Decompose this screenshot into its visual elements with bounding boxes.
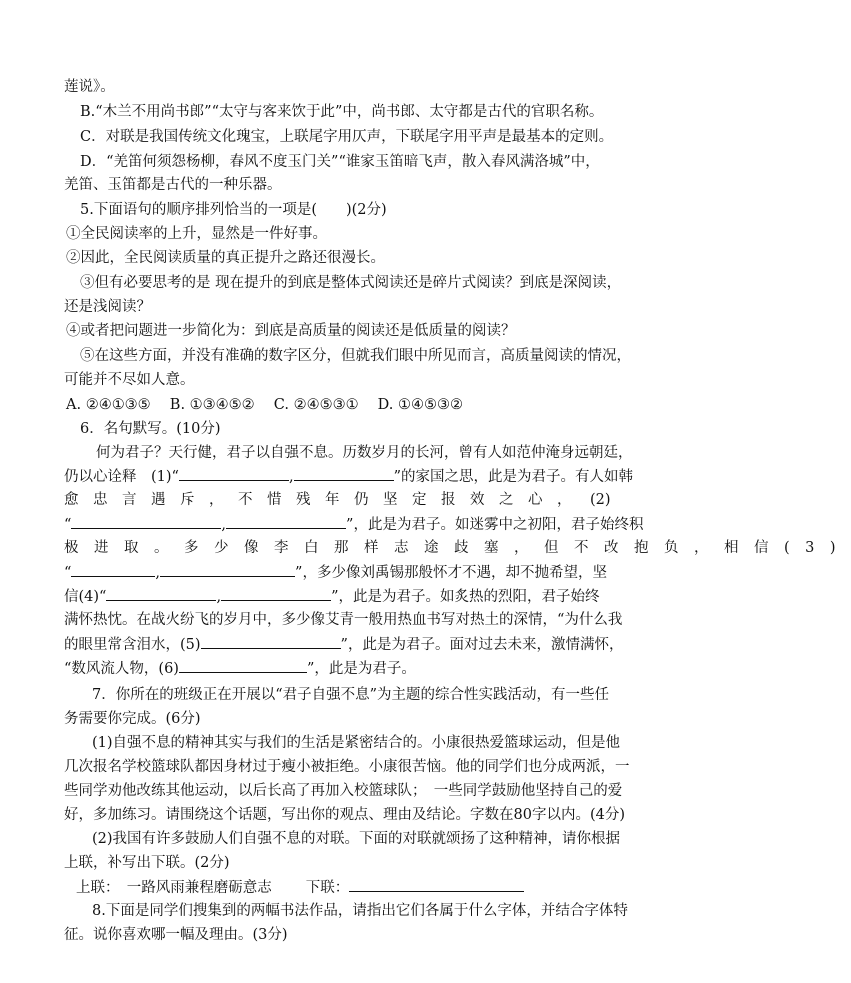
text-line: 莲说》。	[64, 79, 115, 95]
text-fragment: 的眼里常含泪水，(5)	[64, 637, 201, 653]
question-7-part-1: (1)自强不息的精神其实与我们的生活是紧密结合的。小康很热爱篮球运动，但是他	[92, 735, 621, 751]
text-line	[64, 658, 664, 679]
text-line	[64, 466, 664, 487]
text-line: 愈忠言遇斥，不惜残年仍坚定报效之心，	[64, 492, 586, 508]
text-line: 几次报名学校篮球队都因身材过于瘦小被拒绝。小康很苦恼。他的同学们也分成两派，一	[64, 759, 630, 775]
text-line: 上联，补写出下联。(2分)	[64, 855, 230, 871]
sentence-1: ①全民阅读率的上升，显然是一件好事。	[66, 226, 327, 242]
upper-couplet: 上联： 一路风雨兼程磨砺意志	[76, 880, 272, 896]
answer-blank-4b[interactable]	[221, 586, 331, 601]
option-b-line: B.“木兰不用尚书郎”“太守与客来饮于此”中，尚书郎、太守都是古代的官职名称。	[80, 104, 604, 120]
answer-blank-5[interactable]	[201, 634, 341, 649]
text-fragment: “	[64, 565, 72, 581]
answer-blank-2a[interactable]	[71, 514, 221, 529]
question-6-title: 6．名句默写。(10分)	[80, 421, 221, 437]
answer-blank-3b[interactable]	[160, 562, 295, 577]
text-fragment: ,	[216, 589, 222, 605]
text-fragment: 仍以心诠释 (1)“	[64, 469, 179, 485]
text-line: 还是浅阅读？	[64, 299, 151, 315]
text-line	[64, 514, 664, 535]
text-line: 可能并不尽如人意。	[64, 372, 195, 388]
couplet-line	[76, 877, 676, 898]
answer-blank-6[interactable]	[179, 658, 307, 673]
text-line: 征。说你喜欢哪一幅及理由。(3分)	[64, 927, 288, 943]
text-line: 些同学劝他改练其他运动，以后长高了再加入校篮球队； 一些同学鼓励他坚持自己的爱	[64, 783, 623, 799]
sentence-4: ④或者把问题进一步简化为：到底是高质量的阅读还是低质量的阅读？	[66, 323, 516, 339]
text-line: 好，多加练习。请围绕这个话题，写出你的观点、理由及结论。字数在80字以内。(4分)	[64, 807, 625, 823]
text-fragment: ”，此是为君子。如迷雾中之初阳，君子始终积	[346, 517, 644, 533]
text-line: 极进取。多少像李白那样志途歧塞，但不改抱负，相信(3)	[64, 540, 851, 556]
answer-blank-2b[interactable]	[226, 514, 346, 529]
text-fragment: ”，此是为君子。	[306, 661, 416, 677]
text-fragment: 信(4)“	[64, 589, 107, 605]
text-line: 羌笛、玉笛都是古代的一种乐器。	[64, 177, 282, 193]
text-fragment: “数风流人物，(6)	[64, 661, 179, 677]
text-fragment: “	[64, 517, 72, 533]
text-line: 何为君子？天行健，君子以自强不息。历数岁月的长河，曾有人如范仲淹身远朝廷，	[96, 445, 633, 461]
lower-couplet-label: 下联：	[305, 880, 350, 896]
question-8-title: 8.下面是同学们搜集到的两幅书法作品，请指出它们各属于什么字体，并结合字体特	[92, 903, 628, 919]
text-fragment: ”的家国之思，此是为君子。有人如韩	[393, 469, 633, 485]
sentence-2: ②因此，全民阅读质量的真正提升之路还很漫长。	[66, 250, 385, 266]
lower-couplet-blank[interactable]	[349, 877, 524, 892]
question-5-title: 5.下面语句的顺序排列恰当的一项是( )(2分)	[80, 202, 387, 218]
option-d-line: D．“羌笛何须怨杨柳，春风不度玉门关”“谁家玉笛暗飞声，散入春风满洛城”中，	[80, 154, 600, 170]
answer-blank-3a[interactable]	[71, 562, 155, 577]
answer-blank-1a[interactable]	[179, 466, 289, 481]
text-line: 满怀热忱。在战火纷飞的岁月中，多少像艾青一般用热血书写对热土的深情，“为什么我	[64, 612, 623, 628]
text-line: 务需要你完成。(6分)	[64, 711, 201, 727]
question-5-options: A. ②④①③⑤ B. ①③④⑤② C. ②④⑤③① D. ①④⑤③②	[66, 397, 463, 413]
text-line	[64, 634, 664, 655]
sentence-5: ⑤在这些方面，并没有准确的数字区分，但就我们眼中所见而言，高质量阅读的情况，	[80, 348, 631, 364]
question-7-part-2: (2)我国有许多鼓励人们自强不息的对联。下面的对联就颂扬了这种精神，请你根据	[92, 831, 621, 847]
answer-blank-4a[interactable]	[106, 586, 216, 601]
answer-blank-1b[interactable]	[294, 466, 394, 481]
text-fragment: ,	[155, 565, 161, 581]
text-fragment: ,	[221, 517, 227, 533]
text-fragment: ”，多少像刘禹锡那般怀才不遇，却不抛希望，坚	[295, 565, 607, 581]
sentence-3: ③但有必要思考的是 现在提升的到底是整体式阅读还是碎片式阅读？到底是深阅读，	[80, 275, 622, 291]
text-fragment: ”，此是为君子。面对过去未来，激情满怀，	[340, 637, 624, 653]
text-fragment: ,	[288, 469, 294, 485]
option-c-line: C．对联是我国传统文化瑰宝，上联尾字用仄声，下联尾字用平声是最基本的定则。	[80, 129, 614, 145]
text-fragment: ”，此是为君子。如炙热的烈阳，君子始终	[331, 589, 600, 605]
question-7-title: 7．你所在的班级正在开展以“君子自强不息”为主题的综合性实践活动，有一些任	[92, 687, 610, 703]
text-fragment: (2)	[590, 492, 611, 508]
text-line	[64, 586, 664, 607]
text-line	[64, 562, 664, 583]
